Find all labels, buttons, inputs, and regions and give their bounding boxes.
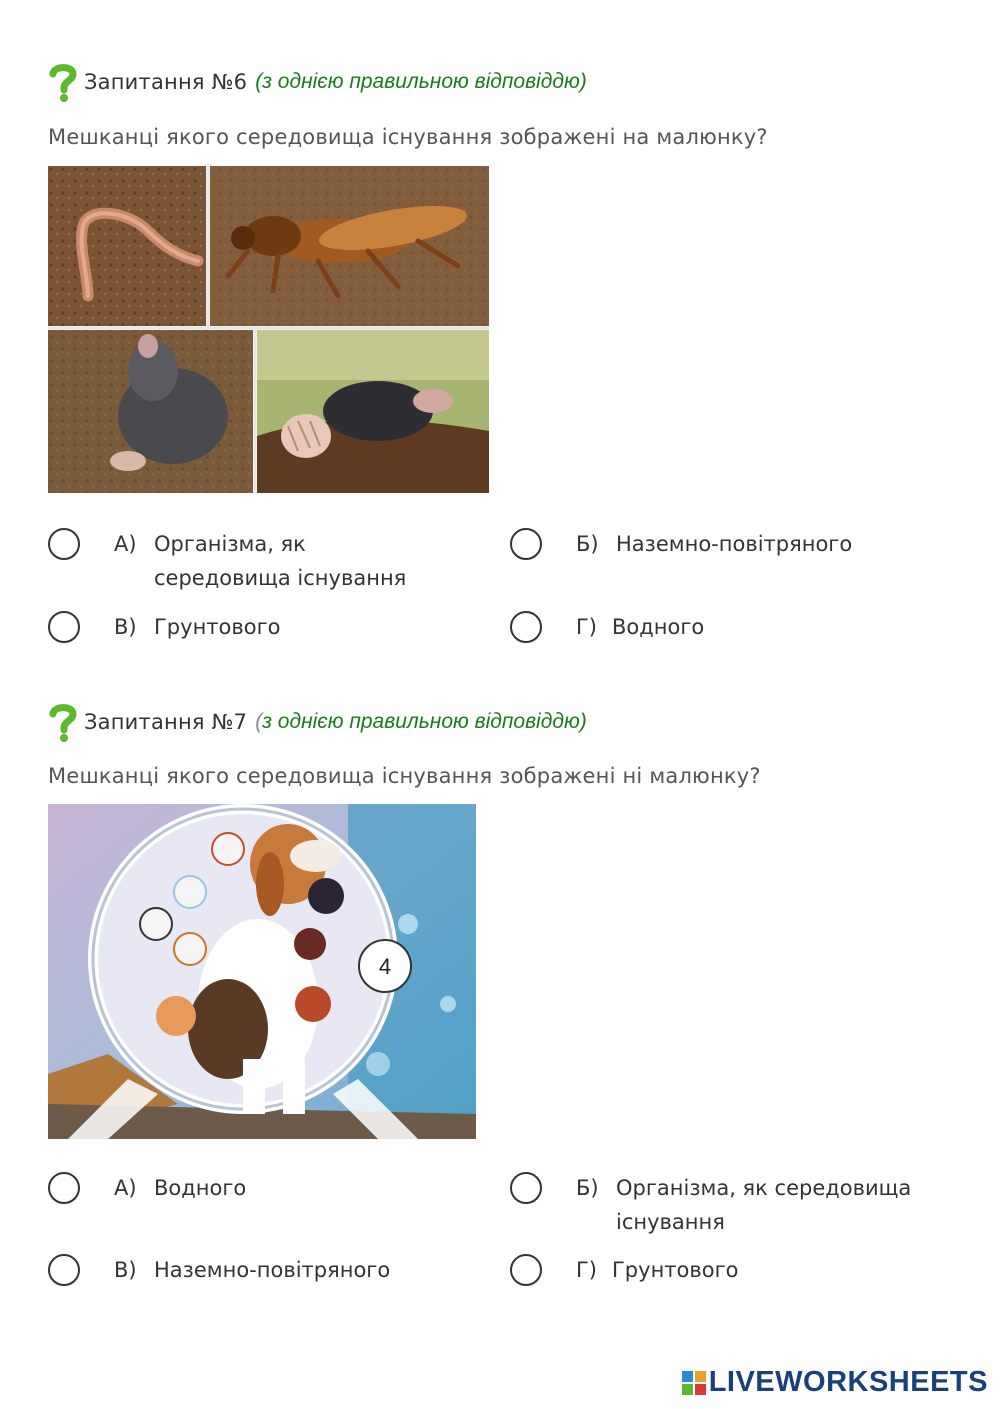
question-6-text: Мешканці якого середовища існування зображені на малюнку?: [48, 125, 768, 149]
option-text: Організма, як середовища існування: [616, 1176, 912, 1234]
radio-button[interactable]: [48, 528, 80, 560]
option-text: Грунтового: [154, 615, 281, 639]
option-letter: В): [114, 1258, 137, 1282]
question-6-image: [48, 166, 489, 493]
q7-option-a[interactable]: [48, 1173, 246, 1205]
q7-option-d[interactable]: [510, 1255, 738, 1287]
option-letter: А): [114, 1176, 137, 1200]
option-letter: А): [114, 532, 137, 556]
option-text: Грунтового: [612, 1258, 739, 1282]
earthworm-panel: [48, 166, 206, 326]
option-text: Наземно-повітряного: [154, 1258, 391, 1282]
option-text: Організма, як середовища існування: [154, 532, 407, 590]
mole-panel-2: [257, 330, 489, 493]
radio-button[interactable]: [510, 1172, 542, 1204]
mole-cricket-panel: [210, 166, 489, 326]
q6-option-c[interactable]: [48, 612, 280, 644]
image-badge-number: 4: [378, 954, 392, 979]
q6-option-d[interactable]: [510, 612, 704, 644]
q6-option-b[interactable]: [510, 529, 852, 561]
question-6-note: (з однією правильною відповіддю): [255, 70, 587, 93]
option-letter: Б): [576, 1176, 599, 1200]
question-6-header: [48, 62, 587, 102]
mole-panel-1: [48, 330, 253, 493]
question-mark-icon: [48, 702, 78, 742]
option-text: Водного: [154, 1176, 247, 1200]
radio-button[interactable]: [510, 1254, 542, 1286]
q7-option-b[interactable]: [510, 1173, 956, 1239]
radio-button[interactable]: [48, 1254, 80, 1286]
option-letter: В): [114, 615, 137, 639]
q6-option-a[interactable]: [48, 529, 444, 595]
question-7-note: (з однією правильною відповіддю): [255, 710, 587, 733]
radio-button[interactable]: [510, 528, 542, 560]
liveworksheets-logo: [682, 1366, 988, 1399]
radio-button[interactable]: [510, 611, 542, 643]
brand-name: LIVEWORKSHEETS: [708, 1366, 988, 1398]
option-letter: Г): [576, 615, 597, 639]
question-7-header: [48, 702, 587, 742]
q7-option-c[interactable]: [48, 1255, 390, 1287]
option-text: Водного: [612, 615, 705, 639]
question-7-title: Запитання №7: [84, 710, 248, 734]
option-letter: Г): [576, 1258, 597, 1282]
question-mark-icon: [48, 62, 78, 102]
radio-button[interactable]: [48, 611, 80, 643]
question-7-text: Мешканці якого середовища існування зображені ні малюнку?: [48, 764, 761, 788]
option-text: Наземно-повітряного: [616, 532, 853, 556]
question-7-image: [48, 804, 476, 1139]
question-6-title: Запитання №6: [84, 70, 248, 94]
radio-button[interactable]: [48, 1172, 80, 1204]
liveworksheets-logo-icon: [682, 1371, 706, 1395]
option-letter: Б): [576, 532, 599, 556]
